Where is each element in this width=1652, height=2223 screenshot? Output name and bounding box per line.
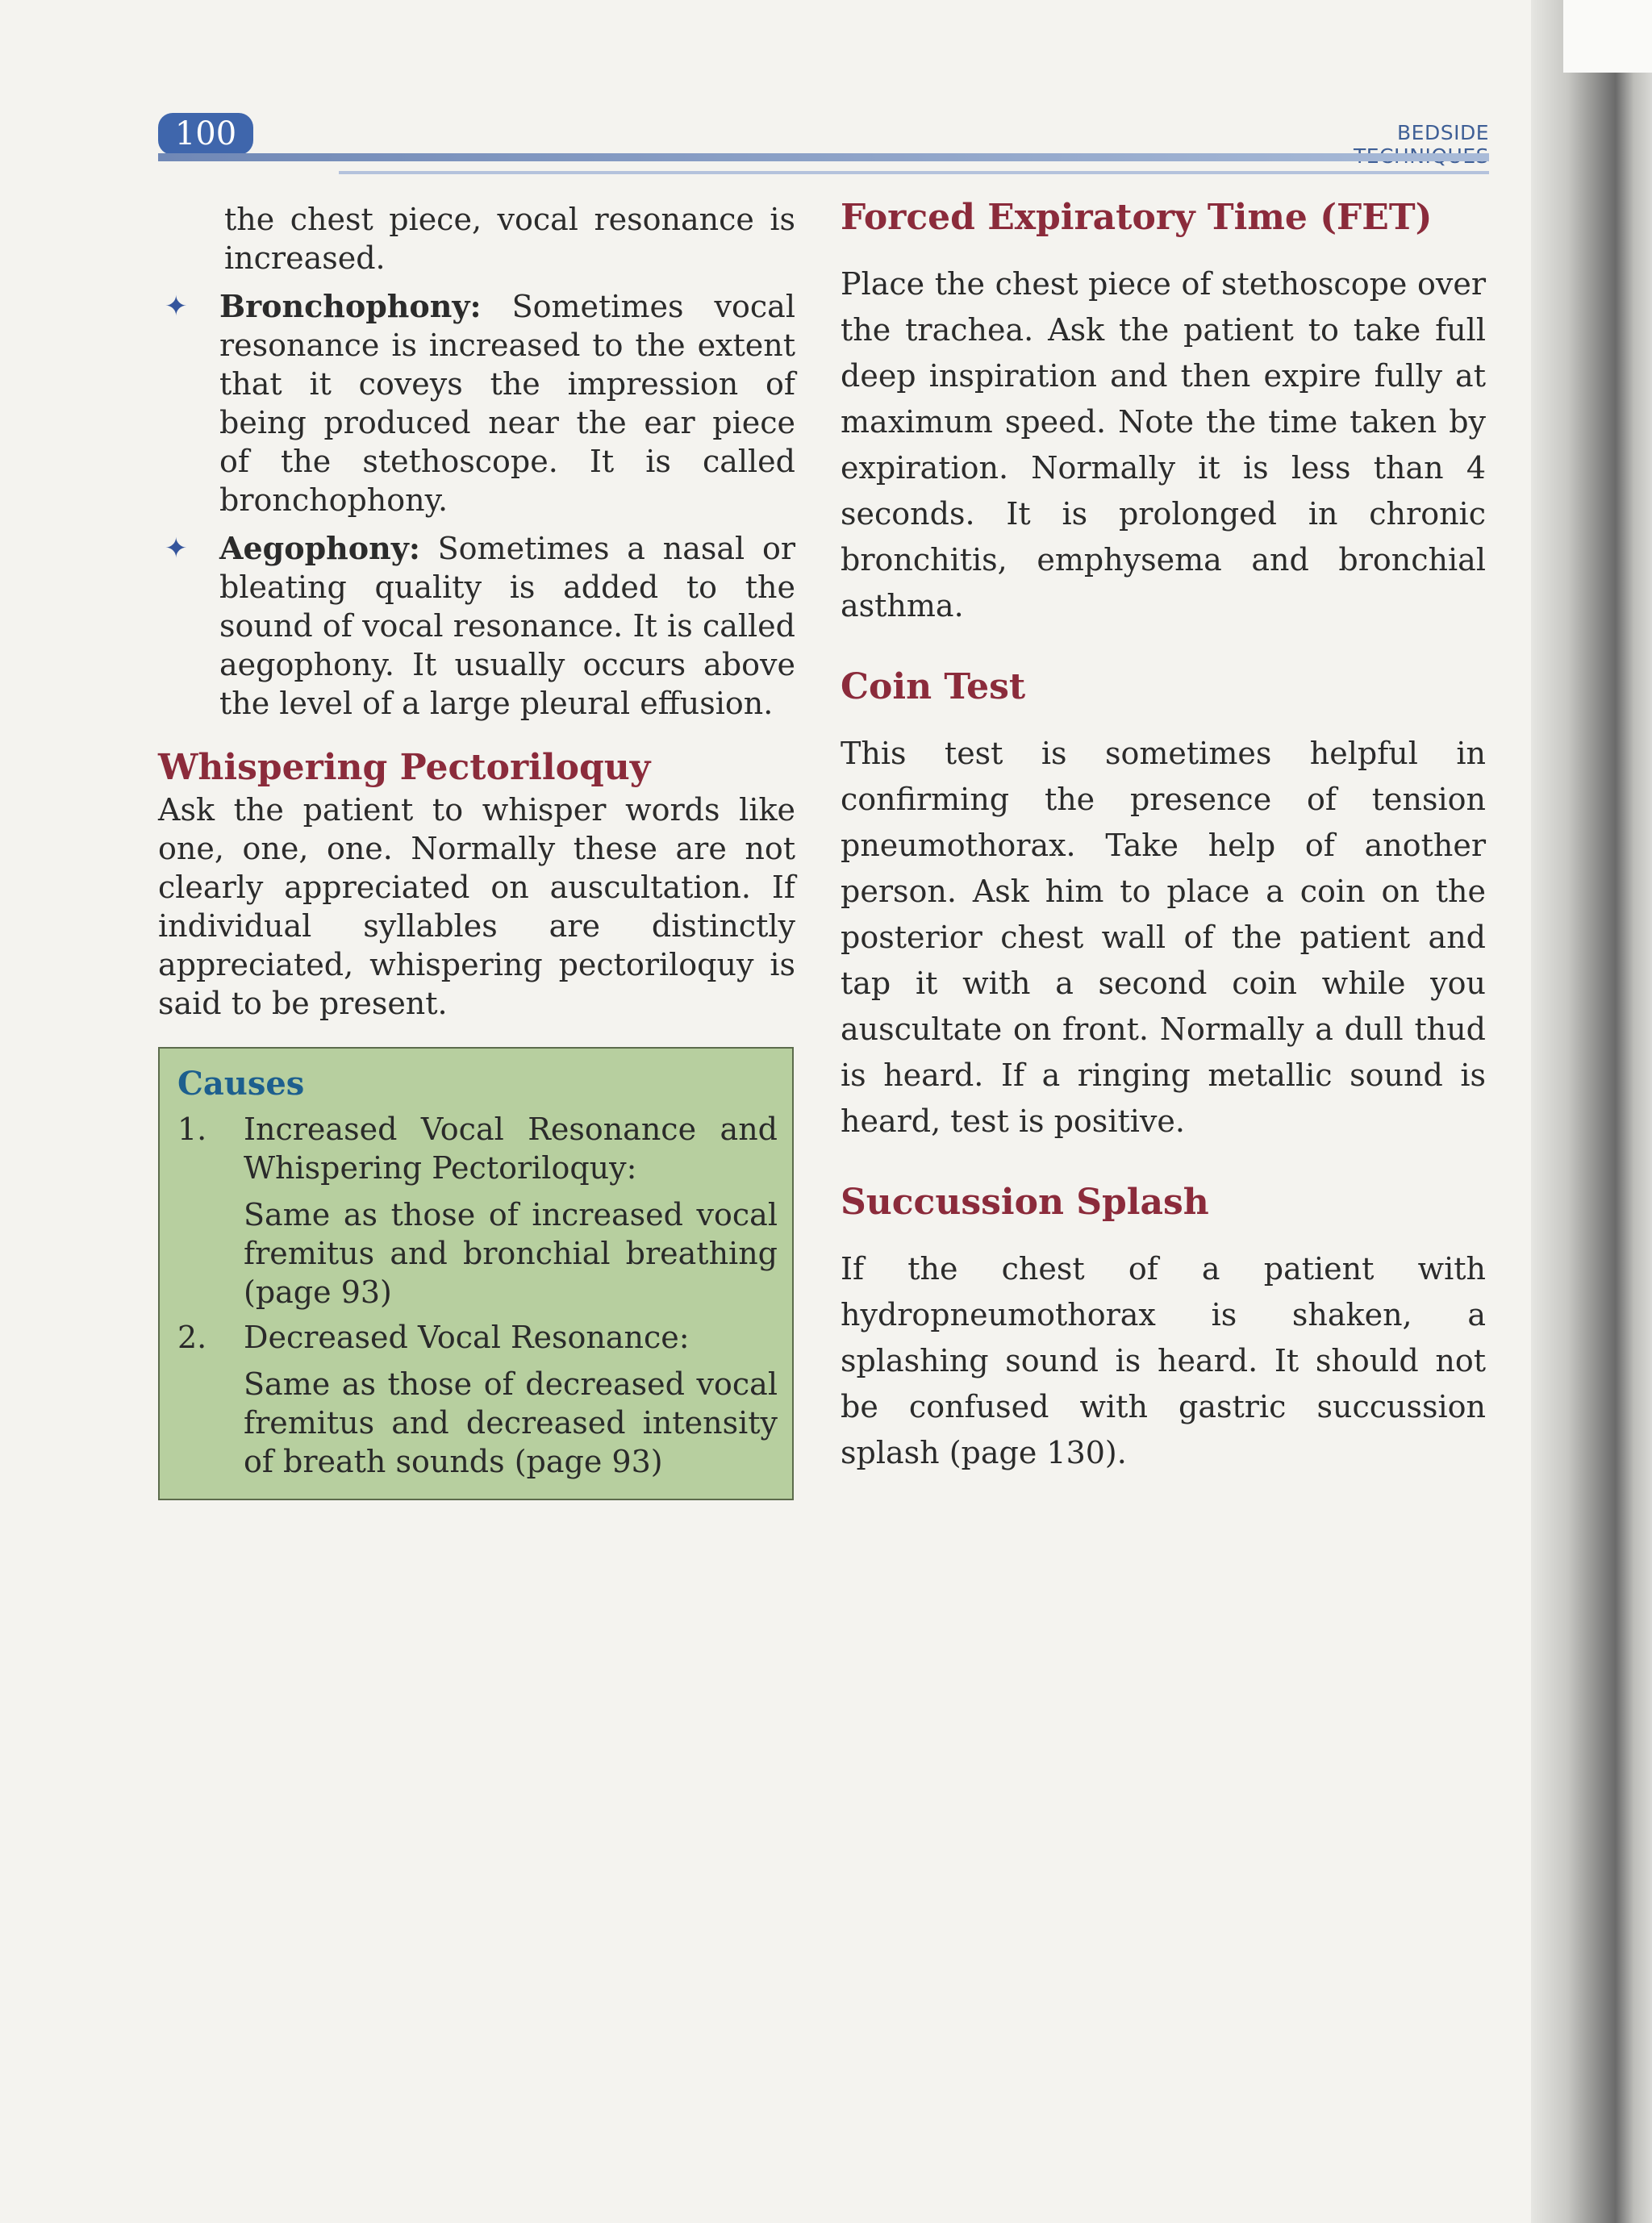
whispering-text: Ask the patient to whisper words like one, one, one. Normally these are not clearly appreciated on auscultation. If individual syllables are distinctly appreciated, whispering pectoriloquy is said to be present. bbox=[158, 792, 795, 1021]
cause-item bbox=[177, 1318, 778, 1357]
bullet-term: Bronchophony: bbox=[219, 288, 482, 324]
causes-title: Causes bbox=[177, 1065, 305, 1103]
page-number: 100 bbox=[158, 113, 253, 155]
heading-whispering-pectoriloquy: Whispering Pectoriloquy bbox=[158, 747, 651, 788]
bullet-aegophony bbox=[158, 529, 795, 723]
cause-title: Decreased Vocal Resonance: bbox=[244, 1320, 690, 1355]
cause-number: 1. bbox=[177, 1112, 207, 1147]
fet-text: Place the chest piece of stethoscope over the trachea. Ask the patient to take full deep inspiration and then expire fully at maximum speed. Note the time taken by expiration. Normally it is less than 4 seconds. It is prolonged in chronic bronchitis, emphysema and bronchial asthma. bbox=[841, 266, 1486, 624]
cause-number: 2. bbox=[177, 1320, 207, 1355]
header-rule-secondary bbox=[339, 171, 1489, 174]
heading-coin-test: Coin Test bbox=[841, 666, 1026, 707]
bullet-text: Sometimes vocal resonance is increased to the extent that it coveys the impression of being produced near the ear piece of the stethoscope. It is called bronchophony. bbox=[219, 289, 795, 518]
bullet-term: Aegophony: bbox=[219, 530, 420, 566]
cause-detail: Same as those of increased vocal fremitus and bronchial breathing (page 93) bbox=[244, 1197, 778, 1310]
bullet-bronchophony bbox=[158, 287, 795, 519]
left-column bbox=[158, 200, 795, 1500]
causes-box bbox=[158, 1047, 794, 1500]
right-column bbox=[841, 195, 1486, 1476]
heading-succussion-splash: Succussion Splash bbox=[841, 1182, 1209, 1223]
continuation-text: the chest piece, vocal resonance is increased. bbox=[224, 202, 795, 276]
succussion-splash-text: If the chest of a patient with hydropneumothorax is shaken, a splashing sound is heard. It should not be confused with gastric succussion splash (page 130). bbox=[841, 1251, 1486, 1470]
heading-forced-expiratory-time: Forced Expiratory Time (FET) bbox=[841, 197, 1433, 238]
diamond-bullet-icon: ✦ bbox=[165, 290, 188, 323]
cause-item bbox=[177, 1110, 778, 1187]
page-gutter-shadow bbox=[1531, 0, 1652, 2223]
running-head: BEDSIDE bbox=[1397, 121, 1489, 144]
bullet-text: Sometimes a nasal or bleating quality is added to the sound of vocal resonance. It is called aegophony. It usually occurs above the level of a large pleural effusion. bbox=[219, 531, 795, 721]
cause-title: Increased Vocal Resonance and Whispering Pectoriloquy: bbox=[244, 1112, 778, 1186]
header-rule bbox=[158, 153, 1489, 161]
page-corner bbox=[1563, 0, 1652, 73]
cause-detail: Same as those of decreased vocal fremitus and decreased intensity of breath sounds (page 93) bbox=[244, 1366, 778, 1479]
diamond-bullet-icon: ✦ bbox=[165, 532, 188, 565]
coin-test-text: This test is sometimes helpful in confirming the presence of tension pneumothorax. Take help of another person. Ask him to place a coin on the posterior chest wall of the patient and tap it with a second coin while you auscultate on front. Normally a dull thud is heard. If a ringing metallic sound is heard, test is positive. bbox=[841, 736, 1486, 1139]
